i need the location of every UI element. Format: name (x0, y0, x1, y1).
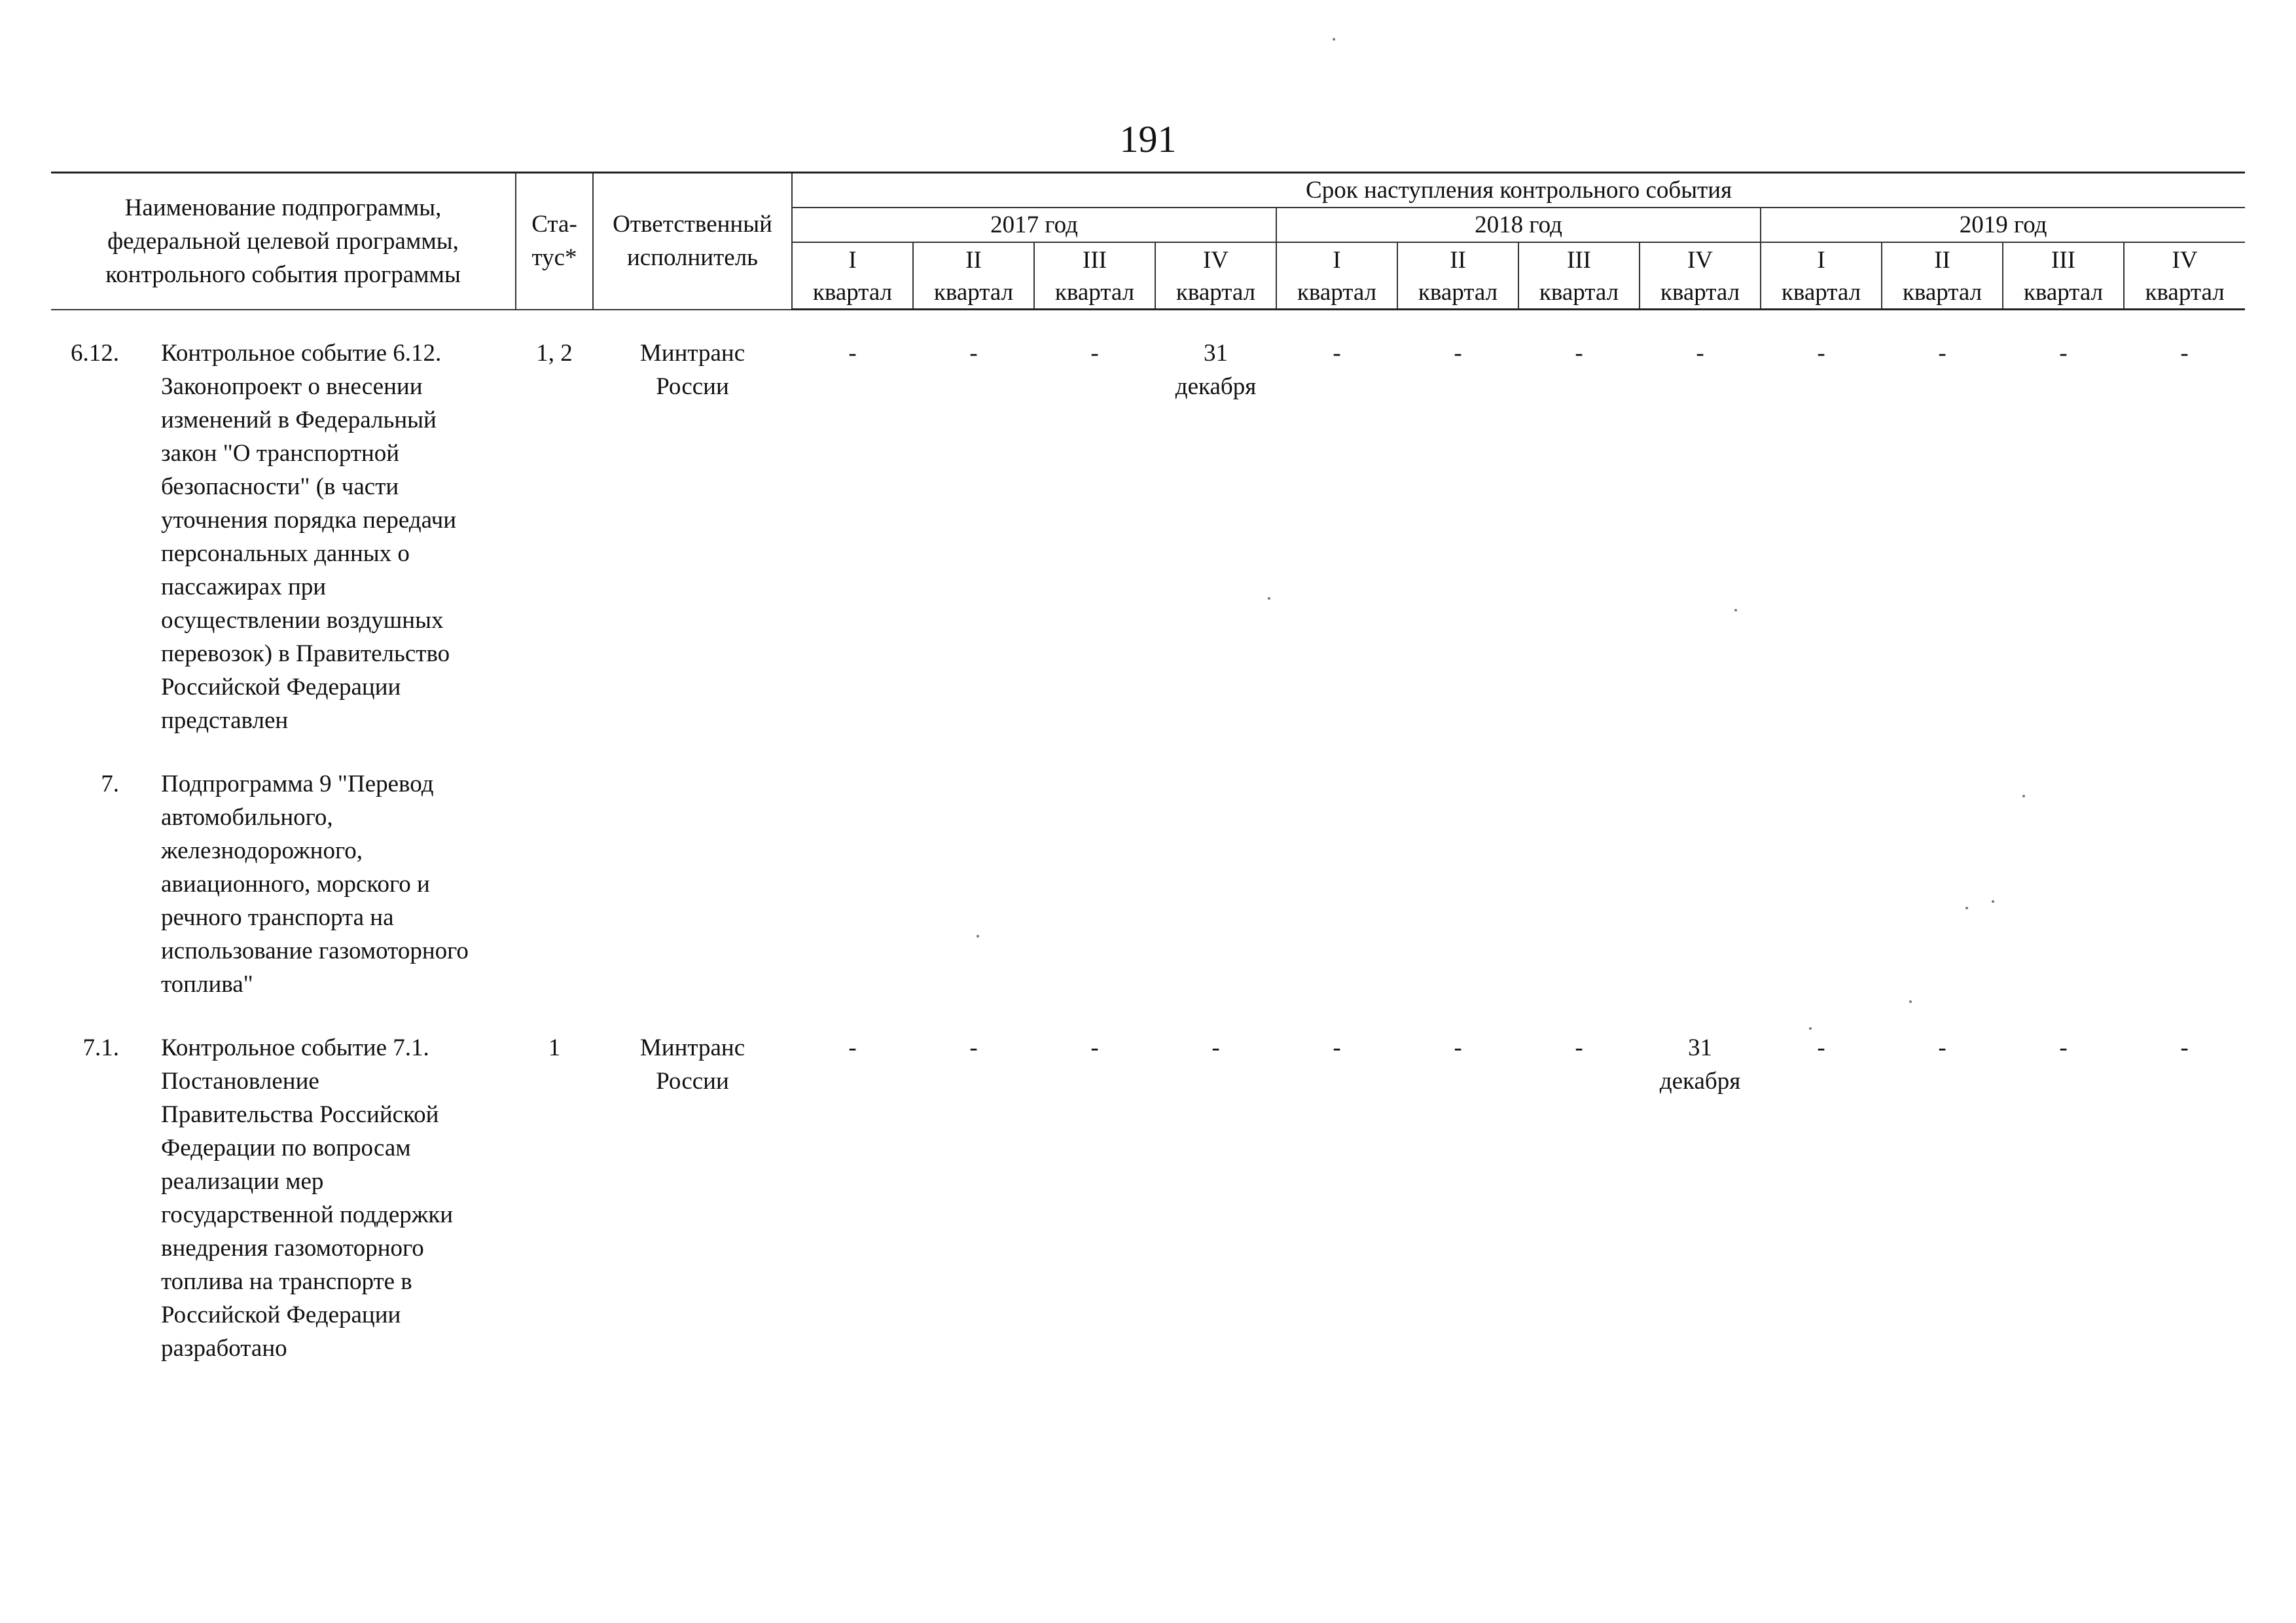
quarter-deadline-cell (1640, 1031, 1761, 1365)
table-gap-row (51, 1001, 2245, 1031)
deadline-value: - (848, 1034, 857, 1061)
event-name-line: пассажирах при (161, 574, 327, 600)
event-name-line: изменений в Федеральный (161, 407, 437, 433)
header-quarter-word: квартал (1297, 279, 1377, 306)
table-row (51, 337, 2245, 737)
quarter-deadline-cell (1276, 337, 1397, 737)
event-name-line: авиационного, морского и (161, 871, 430, 898)
header-quarter-cell (1276, 242, 1397, 310)
header-quarter-word: квартал (1902, 279, 1982, 306)
deadline-value: - (1090, 340, 1099, 367)
quarter-deadline-cell (1276, 1031, 1397, 1365)
header-quarter-cell (1761, 242, 1882, 310)
header-quarter-numeral: I (848, 247, 857, 274)
page-number: 191 (1119, 118, 1177, 160)
header-quarter-numeral: IV (1202, 247, 1229, 274)
quarter-deadline-cell (913, 337, 1034, 737)
quarter-deadline-cell (1397, 767, 1518, 1001)
header-quarter-numeral: I (1333, 247, 1341, 274)
header-quarter-cell (2003, 242, 2124, 310)
event-name-line: Правительства Российской (161, 1101, 439, 1128)
quarter-deadline-cell (913, 767, 1034, 1001)
event-name-line: Российской Федерации (161, 1302, 401, 1328)
deadline-value: - (1090, 1034, 1099, 1061)
row-status: 1, 2 (536, 340, 573, 367)
header-quarter-cell (1882, 242, 2003, 310)
table-header (51, 173, 2245, 310)
quarter-deadline-cell (2124, 767, 2245, 1001)
scan-speck (1734, 609, 1737, 611)
scan-speck (977, 935, 979, 938)
quarter-deadline-cell (792, 767, 913, 1001)
scan-speck (1809, 1027, 1812, 1030)
executor-line: России (656, 1068, 729, 1095)
header-quarter-numeral: I (1817, 247, 1825, 274)
event-name-line: перевозок) в Правительство (161, 640, 450, 667)
row-executor (593, 767, 792, 1001)
header-name-line: Наименование подпрограммы, (124, 194, 442, 221)
event-name-line: Контрольное событие 7.1. (161, 1034, 429, 1061)
scan-speck (1333, 38, 1335, 41)
header-quarter-word: квартал (1539, 279, 1619, 306)
header-quarter-cell (1518, 242, 1640, 310)
table-gap-row (51, 737, 2245, 767)
quarter-deadline-cell (2003, 337, 2124, 737)
spacer-cell (51, 310, 2245, 337)
event-name-line: реализации мер (161, 1168, 324, 1195)
header-quarter-cell (1155, 242, 1276, 310)
header-quarter-cell (2124, 242, 2245, 310)
header-quarter-word: квартал (1175, 279, 1256, 306)
deadline-value: - (1575, 340, 1583, 367)
row-number: 7. (101, 771, 119, 797)
header-executor-line: Ответственный (613, 211, 772, 238)
header-executor-line: исполнитель (627, 244, 759, 272)
event-name-line: внедрения газомоторного (161, 1235, 424, 1262)
quarter-deadline-cell (1034, 767, 1155, 1001)
header-executor-column (593, 173, 792, 310)
quarter-deadline-cell (1761, 337, 1882, 737)
quarter-deadline-cell (913, 1031, 1034, 1365)
deadline-value: - (1333, 1034, 1341, 1061)
deadline-value: декабря (1175, 373, 1257, 400)
header-quarter-numeral: III (2051, 247, 2075, 274)
quarter-deadline-cell (2124, 1031, 2245, 1365)
scan-speck (2022, 795, 2025, 797)
deadline-value: 31 (1688, 1034, 1713, 1061)
quarter-deadline-cell (2124, 337, 2245, 737)
header-quarter-word: квартал (1781, 279, 1861, 306)
event-name-line: безопасности" (в части (161, 473, 399, 500)
row-status (516, 767, 593, 1001)
quarter-deadline-cell (2003, 1031, 2124, 1365)
event-name-line: топлива на транспорте в (161, 1268, 412, 1295)
row-status: 1 (548, 1034, 561, 1061)
event-name-line: Российской Федерации (161, 674, 401, 701)
header-quarter-numeral: IV (2172, 247, 2198, 274)
row-event-name (136, 1031, 516, 1365)
header-quarter-numeral: II (1934, 247, 1950, 274)
header-status-column (516, 173, 593, 310)
header-quarter-word: квартал (1054, 279, 1135, 306)
executor-line: Минтранс (639, 340, 745, 367)
row-executor (593, 337, 792, 737)
control-events-table-container (51, 172, 2245, 1365)
row-number: 7.1. (82, 1034, 119, 1061)
event-name-line: речного транспорта на (161, 904, 394, 931)
header-quarter-cell (913, 242, 1034, 310)
deadline-value: - (1938, 1034, 1946, 1061)
quarter-deadline-cell (1155, 337, 1276, 737)
table-row (51, 767, 2245, 1001)
deadline-value: - (2180, 1034, 2189, 1061)
header-quarter-cell (792, 242, 913, 310)
deadline-value: - (848, 340, 857, 367)
quarter-deadline-cell (1640, 337, 1761, 737)
quarter-deadline-cell (2003, 767, 2124, 1001)
deadline-value: - (969, 1034, 978, 1061)
header-quarter-word: квартал (2023, 279, 2104, 306)
event-name-line: Подпрограмма 9 "Перевод (161, 771, 434, 797)
header-quarter-word: квартал (2145, 279, 2225, 306)
deadline-value: - (2059, 1034, 2068, 1061)
row-event-name (136, 767, 516, 1001)
deadline-value: - (2180, 340, 2189, 367)
event-name-line: персональных данных о (161, 540, 410, 567)
deadline-value: - (1333, 340, 1341, 367)
quarter-deadline-cell (1518, 767, 1640, 1001)
quarter-deadline-cell (1397, 1031, 1518, 1365)
deadline-value: - (1938, 340, 1946, 367)
event-name-line: автомобильного, (161, 804, 333, 831)
deadline-value: - (1817, 340, 1825, 367)
header-name-column (51, 173, 516, 310)
header-quarter-word: квартал (1418, 279, 1498, 306)
event-name-line: Постановление (161, 1068, 319, 1095)
header-quarter-cell (1397, 242, 1518, 310)
quarter-deadline-cell (792, 337, 913, 737)
header-year-2017: 2017 год (792, 208, 1276, 242)
header-quarter-numeral: II (1450, 247, 1466, 274)
quarter-deadline-cell (1155, 767, 1276, 1001)
event-name-line: Законопроект о внесении (161, 373, 423, 400)
table-spacer-row (51, 310, 2245, 337)
quarter-deadline-cell (1034, 337, 1155, 737)
header-name-line: контрольного события программы (105, 261, 461, 288)
row-executor (593, 1031, 792, 1365)
control-events-table (51, 172, 2245, 1365)
table-body (51, 310, 2245, 1366)
row-event-name (136, 337, 516, 737)
scan-speck (1909, 1000, 1912, 1003)
deadline-value: - (1696, 340, 1704, 367)
header-quarter-word: квартал (1660, 279, 1740, 306)
executor-line: России (656, 373, 729, 400)
header-name-line: федеральной целевой программы, (107, 227, 459, 255)
row-number: 6.12. (71, 340, 119, 367)
header-quarter-cell (1034, 242, 1155, 310)
event-name-line: представлен (161, 707, 289, 734)
header-quarter-numeral: IV (1687, 247, 1713, 274)
deadline-value: - (1454, 1034, 1462, 1061)
event-name-line: топлива" (161, 971, 253, 998)
header-quarter-cell (1640, 242, 1761, 310)
event-name-line: Федерации по вопросам (161, 1135, 411, 1161)
header-quarter-numeral: III (1083, 247, 1107, 274)
quarter-deadline-cell (1761, 1031, 1882, 1365)
event-name-line: осуществлении воздушных (161, 607, 444, 634)
deadline-value: - (1817, 1034, 1825, 1061)
header-year-2018: 2018 год (1276, 208, 1761, 242)
executor-line: Минтранс (639, 1034, 745, 1061)
event-name-line: железнодорожного, (161, 837, 363, 864)
quarter-deadline-cell (1518, 1031, 1640, 1365)
quarter-deadline-cell (1761, 767, 1882, 1001)
event-name-line: разработано (161, 1335, 287, 1362)
deadline-value: - (2059, 340, 2068, 367)
quarter-deadline-cell (1155, 1031, 1276, 1365)
quarter-deadline-cell (1397, 337, 1518, 737)
table-row (51, 1031, 2245, 1365)
header-quarter-numeral: II (965, 247, 982, 274)
quarter-deadline-cell (792, 1031, 913, 1365)
deadline-value: - (1454, 340, 1462, 367)
quarter-deadline-cell (1276, 767, 1397, 1001)
header-deadline-group: Срок наступления контрольного события (792, 173, 2245, 208)
quarter-deadline-cell (1882, 1031, 2003, 1365)
quarter-deadline-cell (1882, 767, 2003, 1001)
scan-speck (1965, 907, 1968, 909)
deadline-value: 31 (1204, 340, 1229, 367)
header-quarter-word: квартал (812, 279, 893, 306)
quarter-deadline-cell (1518, 337, 1640, 737)
deadline-value: - (969, 340, 978, 367)
header-quarter-word: квартал (933, 279, 1014, 306)
deadline-value: декабря (1659, 1068, 1741, 1095)
event-name-line: использование газомоторного (161, 938, 469, 964)
scan-speck (1268, 597, 1270, 600)
deadline-value: - (1575, 1034, 1583, 1061)
event-name-line: уточнения порядка передачи (161, 507, 456, 534)
header-status-line: тус* (531, 244, 577, 272)
quarter-deadline-cell (1882, 337, 2003, 737)
header-year-2019: 2019 год (1761, 208, 2245, 242)
header-status-line: Ста- (531, 211, 577, 238)
quarter-deadline-cell (1034, 1031, 1155, 1365)
deadline-value: - (1211, 1034, 1220, 1061)
event-name-line: закон "О транспортной (161, 440, 400, 467)
event-name-line: Контрольное событие 6.12. (161, 340, 442, 367)
header-quarter-numeral: III (1567, 247, 1591, 274)
quarter-deadline-cell (1640, 767, 1761, 1001)
gap-cell (51, 1001, 2245, 1031)
gap-cell (51, 737, 2245, 767)
scan-speck (1992, 900, 1994, 903)
event-name-line: государственной поддержки (161, 1201, 454, 1228)
